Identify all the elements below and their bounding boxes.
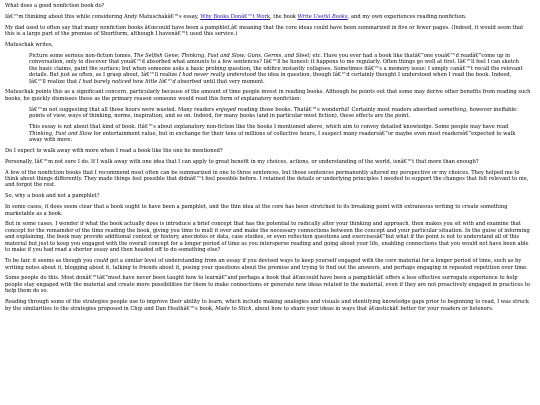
pamphlet-paragraph: My dad used to often say that many nonfiction books â€œcould have been a pamphlet,â€ meaning that the core ideas could have been summarized in five or fewer pages. (Indeed, it would seem that this is a large part of the premise of Shortform, although I havenâ€™t used this service.) bbox=[5, 24, 524, 38]
quote-text: etc. Have you ever had a book like thatâ€”one youâ€™d readâ€”come up in conversation, only to discover that youâ€™d absorbed what amounts to a few sentences? Iâ€™ll be honest: it happens to me regularly. Often things go well at first. Iâ€™ll feel I can sketch the basic claims, paint the surface; but when someone asks a basic probing question, the edifice instantly collapses. Sometimes itâ€™s a memory issue: I simply canâ€™t recall the relevant details. But just as often, as I grasp about, Iâ€™ll realize bbox=[29, 52, 523, 79]
quote-paragraph bbox=[29, 107, 529, 120]
why-book-question: So, why a book and not a pamphlet? bbox=[5, 193, 100, 200]
write-useful-books-title: Write Useful Books bbox=[297, 13, 348, 20]
stretched-idea-paragraph: In some cases, it does seem clear that a book ought to have been a pamphlet, and the thin idea at the core has been stretched to its breaking point with extraneous writing to create something marketable as a book. bbox=[5, 204, 508, 217]
quote-paragraph bbox=[29, 53, 529, 85]
quote-nonfiction-tomes bbox=[5, 53, 534, 85]
intro-text-b: , the book bbox=[270, 13, 298, 20]
personal-paragraph: Personally, Iâ€™m not sure I do. If I walk away with one idea that I can apply to great benefit in my choices, actions, or understanding of the world, isnâ€™t that more than enough? bbox=[5, 158, 479, 165]
matuschak-writes: Matuschak writes, bbox=[5, 41, 54, 48]
quote-text: Iâ€™m not suggesting that all those hours were wasted. Many readers bbox=[29, 106, 216, 113]
essay-understanding-paragraph bbox=[5, 258, 534, 271]
quote-emphasis: something bbox=[438, 106, 467, 113]
quote-book-title: Thinking, Fast and Slow bbox=[29, 130, 92, 137]
paragraph-text: , about how to share your ideas in ways that â€œstickâ€ better for your readers or listeners. bbox=[251, 305, 494, 312]
quote-emphasis: enjoyed bbox=[215, 106, 237, 113]
write-useful-books-link[interactable] bbox=[298, 14, 348, 20]
paragraph-emphasis: could bbox=[94, 258, 109, 265]
intro-question: What does a good nonfiction book do? bbox=[5, 3, 105, 9]
intro-paragraph bbox=[5, 14, 534, 20]
expect-more-question: Do I expect to walk away with more when I read a book like the one he mentioned? bbox=[5, 147, 223, 154]
quote-text: until that very moment. bbox=[201, 78, 265, 85]
made-to-stick-title: Made to Stick bbox=[215, 305, 252, 312]
paragraph-text: get a similar level of understanding from an essay if you devised ways to keep yourself engaged with the core material for a longer period of time, such as by writing notes about it, blogging about it, talking to friends about it, posing your questions about the premise and trying to find out the answers, and perhaps engaging in repeated repetition over time. bbox=[5, 258, 528, 271]
quote-not-wasted bbox=[5, 107, 534, 144]
quote-text: This essay is not about that kind of book. Itâ€™s about explanatory non-fiction like the books I mentioned above, which aim to convey detailed knowledge. Some people may have read bbox=[29, 124, 509, 131]
quote-paragraph bbox=[29, 124, 529, 143]
why-books-dont-work-link[interactable]: Why Books Donâ€™t Work bbox=[200, 13, 270, 20]
quote-text: Picture some serious non-fiction tomes. bbox=[29, 52, 134, 59]
quote-text: , however ineffable: points of view, ways of thinking, norms, inspiration, and so on. Indeed, for many books (and in particular most fiction), these effects are the point. bbox=[29, 106, 518, 120]
quote-book-titles: The Selfish Gene; Thinking, Fast and Slow; Guns, Germs, and Steel; bbox=[133, 52, 311, 59]
quote-text: the idea in question, though Iâ€™d certainly thought I understood when I read the book. Indeed, Iâ€™ll realize that bbox=[29, 72, 512, 85]
intro-text-c: , and my own experiences reading nonfiction. bbox=[347, 13, 467, 20]
concern-paragraph: Matuschak points this as a significant concern, particularly because of the amount of time people invest in reading books. Although he points out that some may derive other benefits from reading such books, he quickly dismisses these as the primary reason someone would read this form of explanatory nonfiction: bbox=[5, 89, 531, 102]
surrogate-experience-paragraph: Some people do this. Most donâ€™tâ€”most have never been taught how to learnâ€”and perhaps a book that â€œcould have been a pamphletâ€ offers a less effective surrogate experience to help people stay engaged with the material and create more possibilities for them to make connections or generate new ideas related to the material, even if they are not proactively engaged in practices to help them do so. bbox=[5, 275, 530, 295]
paragraph-text: Reading through some of the strategies people use to improve their ability to learn, which include making analogies and visuals and identifying knowledge gaps prior to beginning to read, I was struck by the similarities to the strategies proposed in Chip and Dan Heathâ€™s book, bbox=[5, 299, 529, 312]
quote-text: for entertainment value, but in exchange for their tens of millions of collective hours, I suspect many readersâ€”or maybe even most readersâ€”expected to walk away with more. bbox=[29, 130, 516, 143]
quote-emphasis: I had never really understood bbox=[178, 72, 257, 79]
intro-text-a: Iâ€™m thinking about this while considering Andy Matuschakâ€™s essay, bbox=[5, 13, 201, 20]
quote-emphasis: I had barely noticed how little Iâ€™d absorbed bbox=[78, 78, 202, 85]
quote-text: reading those books. Thatâ€™s wonderful! Certainly most readers absorbed bbox=[236, 106, 439, 113]
book-purpose-paragraph: But in some cases, I wonder if what the book actually does is introduce a brief concept that has the potential to radically alter your thinking and approach, then makes you sit with and examine that concept for the remainder of the time reading the book, giving you time to mull it over and make the necessary connections between the concept and your particular situation. In the guise of informing and explaining, the book may provide additional context or history, anecdotes or data, case studies, or even reflection questions and exercisesâ€”but what if the point is not to understand all of this material but just to keep you engaged with the overall concept for a longer period of time as you intersperse reading and going about your life, enabling connections that you would not have been able to make if you had read a shorter essay and then headed off to do something else? bbox=[5, 221, 530, 254]
made-to-stick-paragraph bbox=[5, 299, 534, 312]
paragraph-text: To be fair, it seems as though you bbox=[5, 258, 95, 265]
recommended-books-paragraph: A few of the nonfiction books that I recommend most often can be summarized in one to three sentences, but those sentences permanently altered my perspective or my choices. They helped me to think about things differently. They made things feel possible that didnâ€™t feel possible before. I retained the details or underlying principles I needed to support the changes that felt relevant to me, and forgot the rest. bbox=[5, 169, 529, 189]
